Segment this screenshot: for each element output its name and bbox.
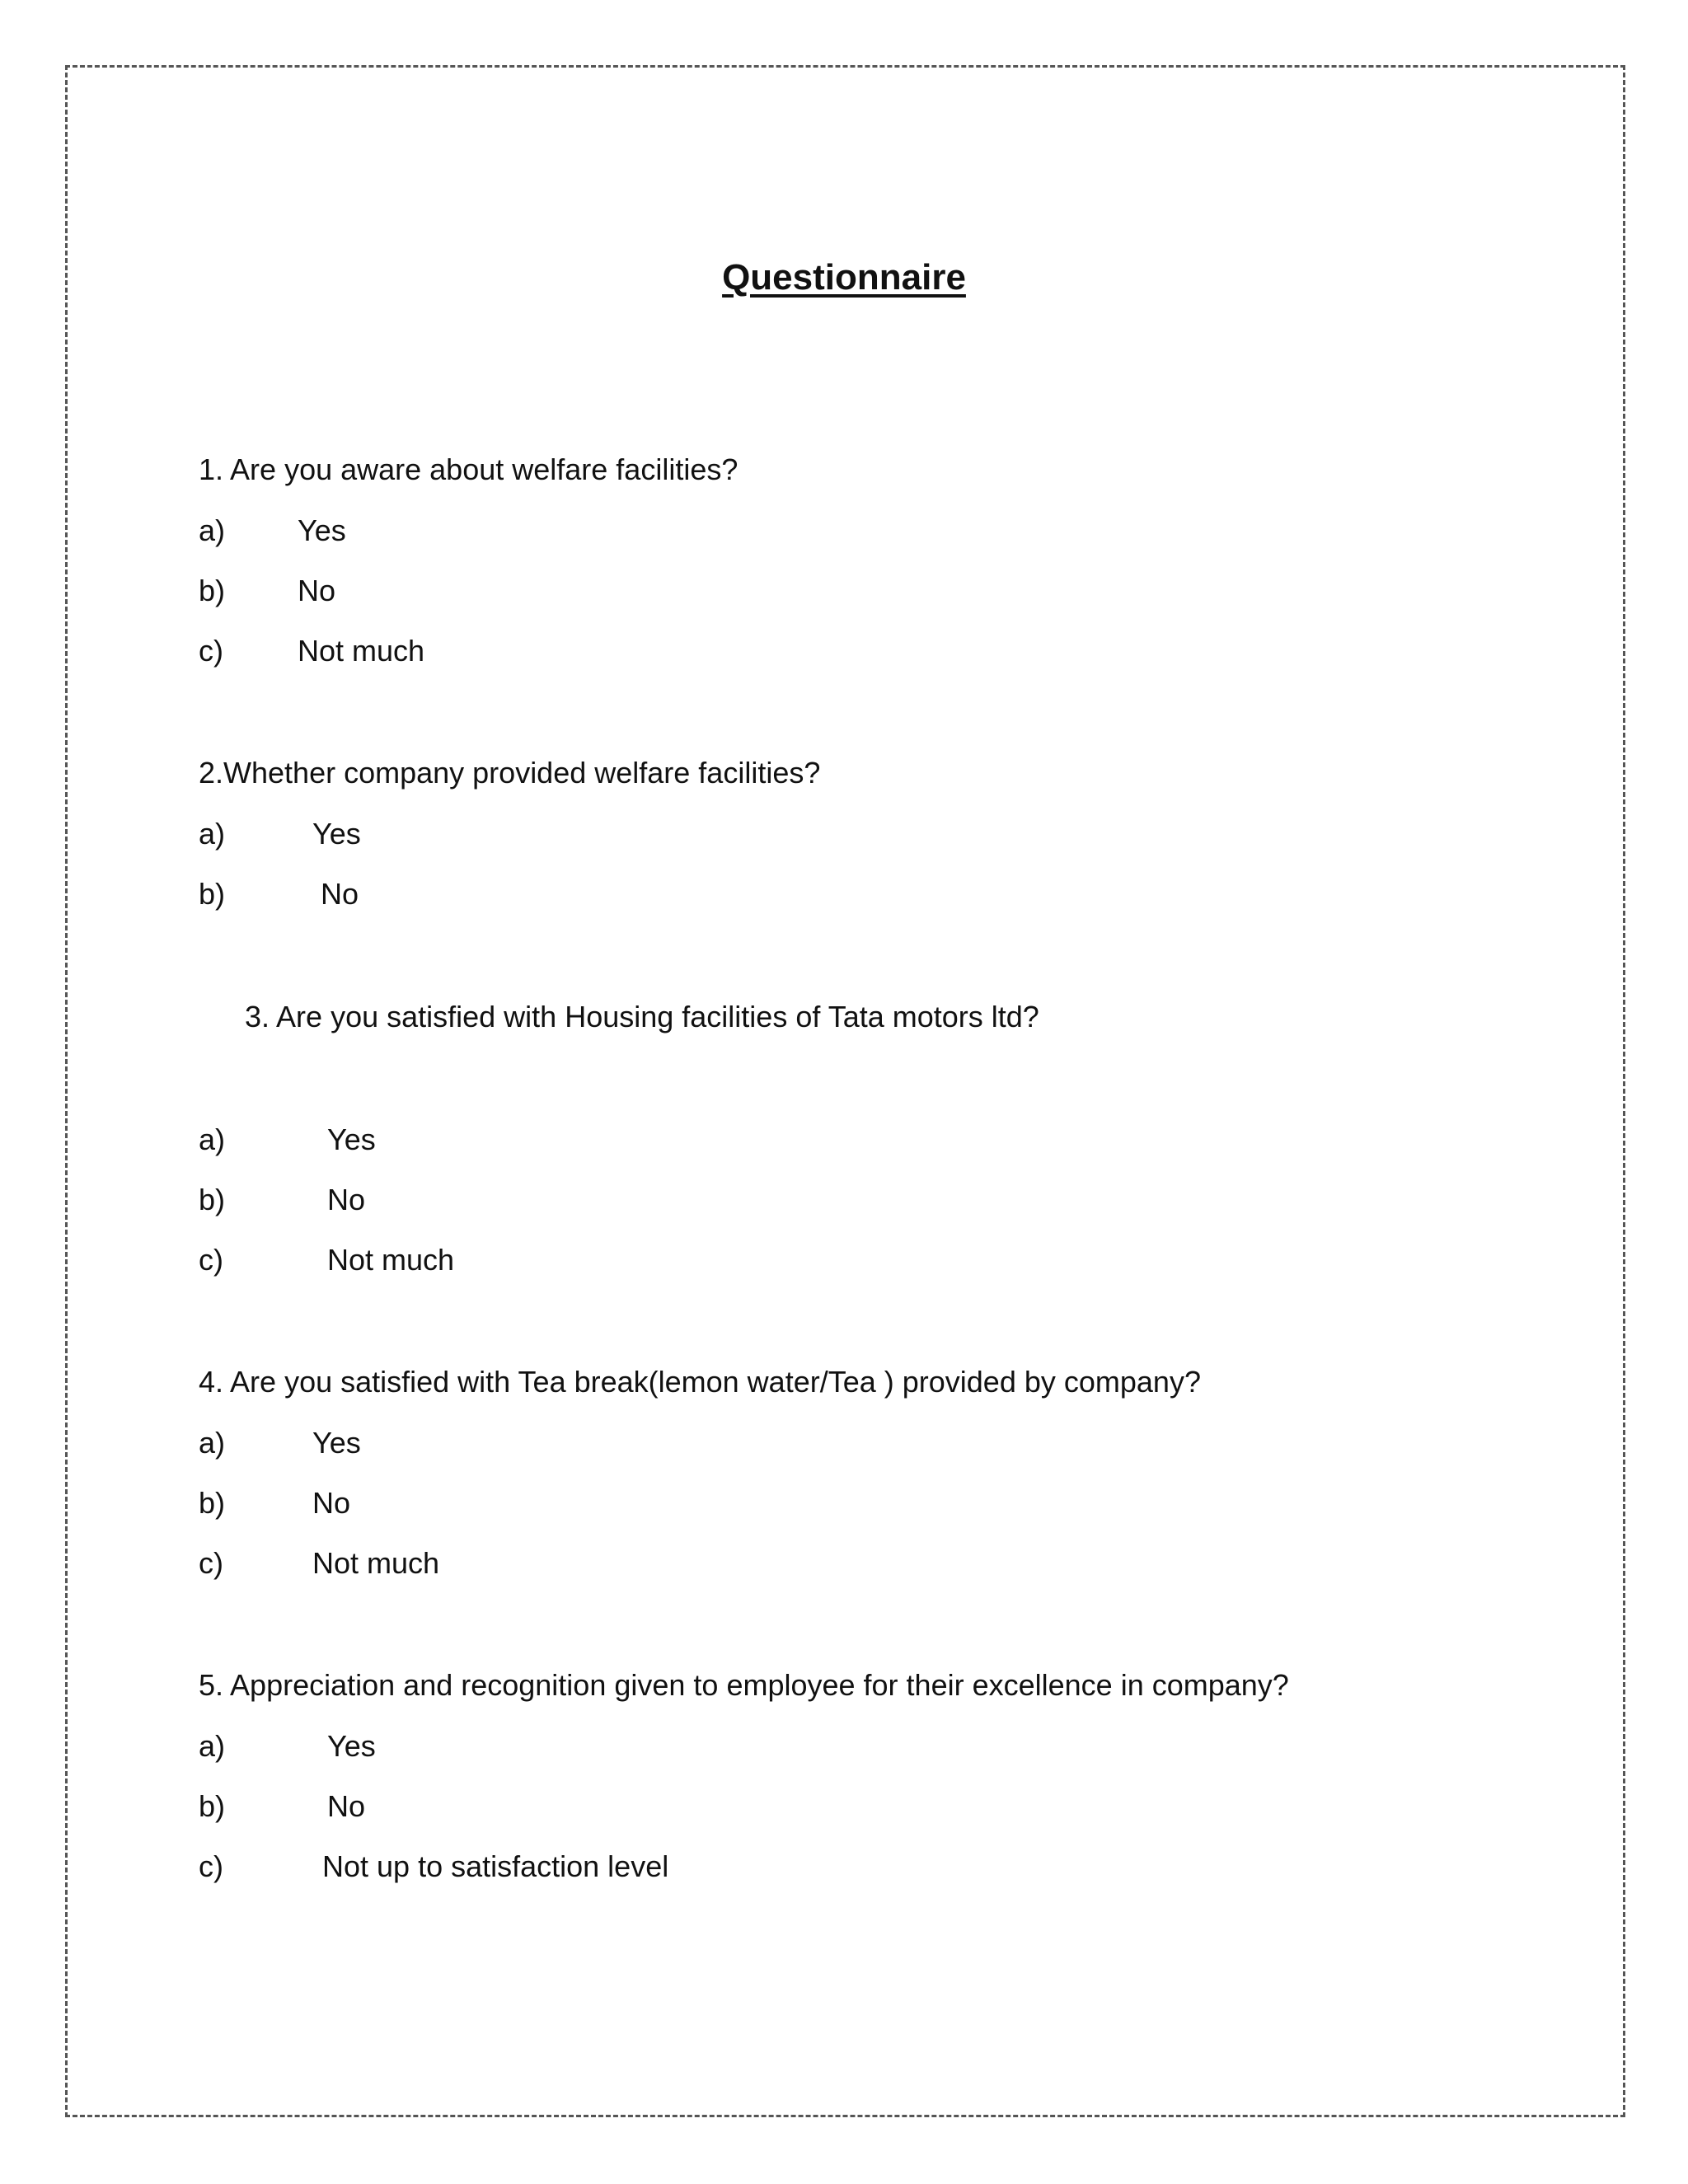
option-letter: a) <box>199 1426 226 1460</box>
option-letter: a) <box>199 1122 226 1156</box>
question-2: 2.Whether company provided welfare facilities? <box>199 756 821 790</box>
question-5: 5. Appreciation and recognition given to employee for their excellence in company? <box>199 1668 1289 1702</box>
option-letter: c) <box>199 1546 223 1580</box>
option-letter: b) <box>199 574 226 607</box>
option-text: Not much <box>312 1546 440 1580</box>
option-text: Not much <box>298 634 425 668</box>
question-4: 4. Are you satisfied with Tea break(lemon water/Tea ) provided by company? <box>199 1365 1201 1399</box>
option-letter: a) <box>199 513 226 547</box>
question-3: 3. Are you satisfied with Housing facilities of Tata motors ltd? <box>245 1000 1039 1033</box>
option-letter: b) <box>199 1183 226 1216</box>
option-text: Yes <box>327 1122 376 1156</box>
option-text: No <box>321 877 359 911</box>
option-text: Yes <box>298 513 346 547</box>
option-letter: c) <box>199 1849 223 1883</box>
option-letter: a) <box>199 1729 226 1763</box>
option-letter: b) <box>199 1789 226 1823</box>
option-letter: b) <box>199 877 226 911</box>
option-text: No <box>327 1789 366 1823</box>
option-letter: c) <box>199 1243 223 1277</box>
option-text: Yes <box>327 1729 376 1763</box>
option-text: No <box>327 1183 366 1216</box>
option-text: Yes <box>312 817 361 851</box>
option-text: No <box>298 574 336 607</box>
option-letter: b) <box>199 1486 226 1520</box>
option-text: Not much <box>327 1243 455 1277</box>
page-title: Questionnaire <box>722 257 966 298</box>
option-letter: c) <box>199 634 223 668</box>
option-text: Yes <box>312 1426 361 1460</box>
page-border <box>65 65 1625 2117</box>
option-letter: a) <box>199 817 226 851</box>
option-text: No <box>312 1486 351 1520</box>
question-1: 1. Are you aware about welfare facilities? <box>199 452 738 486</box>
option-text: Not up to satisfaction level <box>322 1849 669 1883</box>
